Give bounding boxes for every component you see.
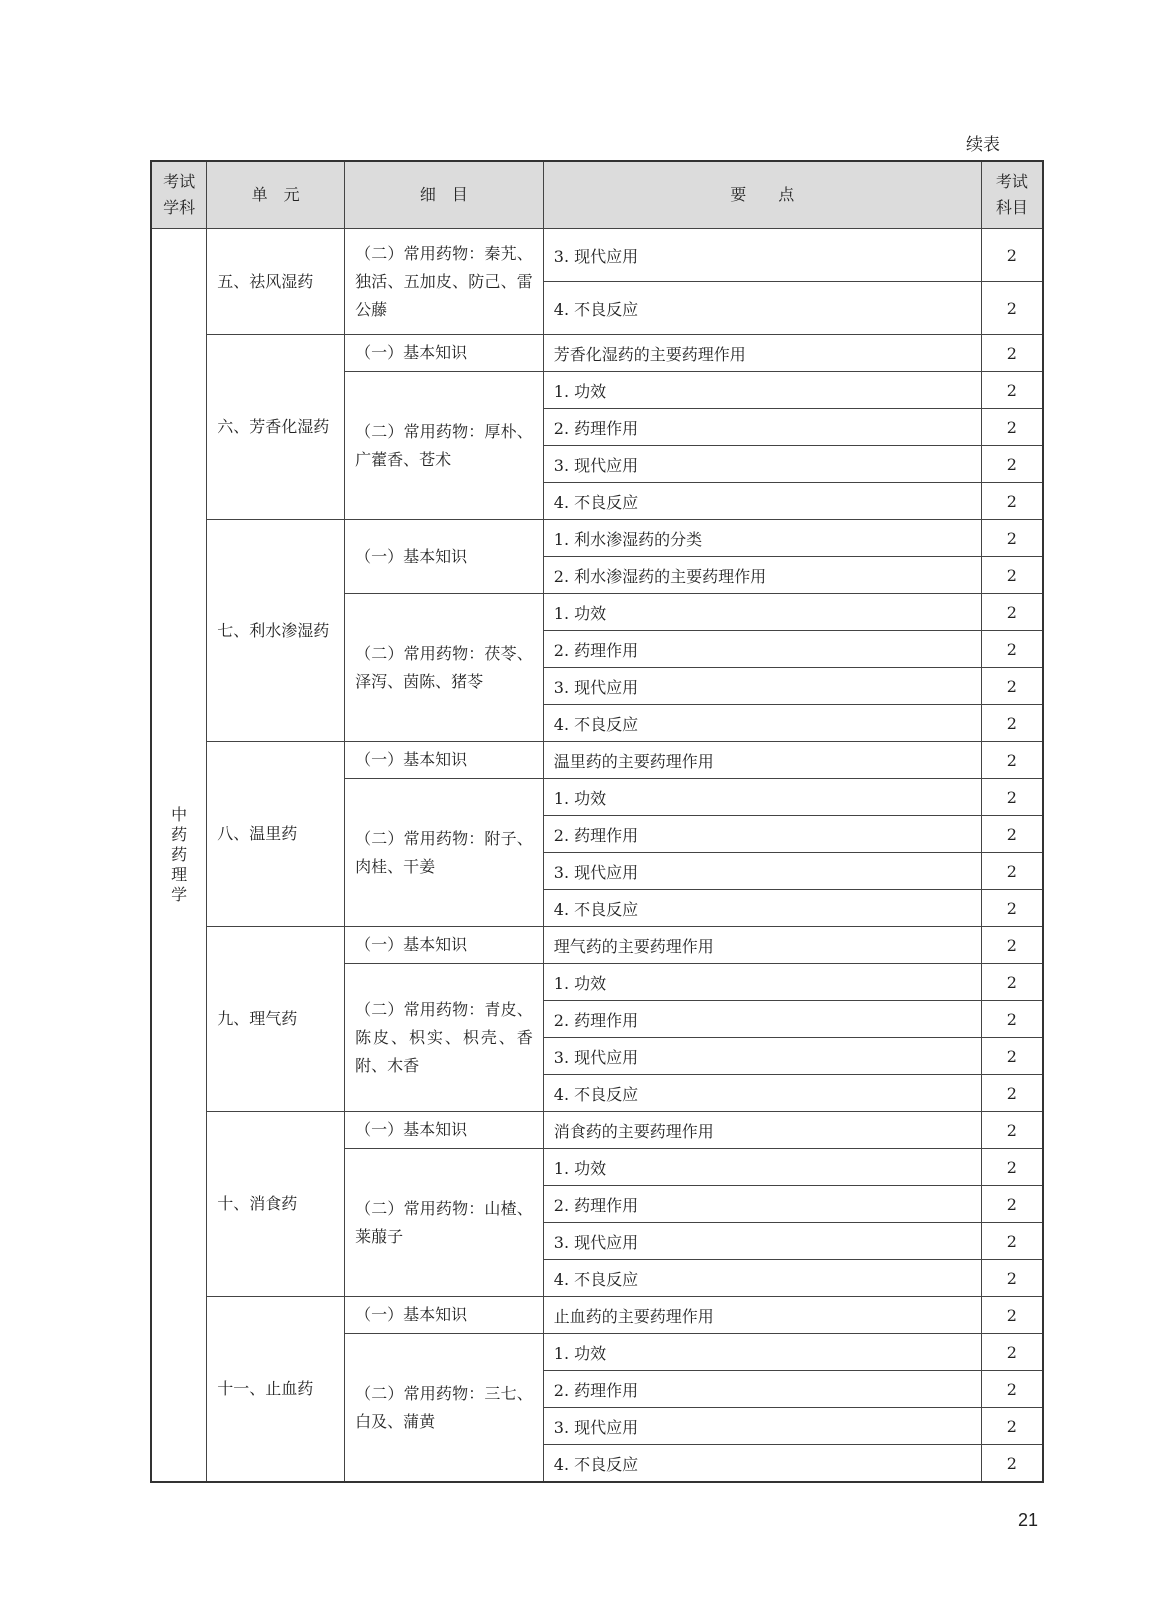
point-cell: 1. 功效 <box>543 964 981 1001</box>
point-cell: 1. 功效 <box>543 594 981 631</box>
point-cell: 4. 不良反应 <box>543 282 981 335</box>
point-cell: 4. 不良反应 <box>543 483 981 520</box>
point-cell: 3. 现代应用 <box>543 668 981 705</box>
item-cell: （一）基本知识 <box>345 927 544 964</box>
score-cell: 2 <box>981 520 1043 557</box>
table-row <box>151 229 1043 282</box>
subject-cell <box>151 229 207 1483</box>
point-cell: 2. 药理作用 <box>543 1186 981 1223</box>
table-row <box>151 1112 1043 1149</box>
score-cell: 2 <box>981 1297 1043 1334</box>
score-cell: 2 <box>981 927 1043 964</box>
point-cell: 2. 药理作用 <box>543 631 981 668</box>
point-cell: 芳香化湿药的主要药理作用 <box>543 335 981 372</box>
item-cell: （一）基本知识 <box>345 1112 544 1149</box>
unit-cell: 十一、止血药 <box>207 1297 345 1483</box>
item-cell: （二）常用药物：附子、肉桂、干姜 <box>345 779 544 927</box>
point-cell: 4. 不良反应 <box>543 705 981 742</box>
point-cell: 3. 现代应用 <box>543 1223 981 1260</box>
continued-table-label: 续表 <box>966 135 1000 155</box>
header-score: 考试科目 <box>981 161 1043 229</box>
unit-cell: 五、祛风湿药 <box>207 229 345 335</box>
point-cell: 2. 药理作用 <box>543 1001 981 1038</box>
point-cell: 2. 利水渗湿药的主要药理作用 <box>543 557 981 594</box>
point-cell: 1. 功效 <box>543 1149 981 1186</box>
score-cell: 2 <box>981 1075 1043 1112</box>
score-cell: 2 <box>981 409 1043 446</box>
score-cell: 2 <box>981 1186 1043 1223</box>
item-cell: （二）常用药物：山楂、莱菔子 <box>345 1149 544 1297</box>
point-cell: 4. 不良反应 <box>543 1445 981 1483</box>
score-cell: 2 <box>981 816 1043 853</box>
header-subject: 考试学科 <box>151 161 207 229</box>
item-cell: （二）常用药物：秦艽、独活、五加皮、防己、雷公藤 <box>345 229 544 335</box>
item-cell: （二）常用药物：青皮、陈皮、枳实、枳壳、香附、木香 <box>345 964 544 1112</box>
point-cell: 3. 现代应用 <box>543 853 981 890</box>
item-cell: （二）常用药物：三七、白及、蒲黄 <box>345 1334 544 1483</box>
point-cell: 止血药的主要药理作用 <box>543 1297 981 1334</box>
item-cell: （一）基本知识 <box>345 742 544 779</box>
score-cell: 2 <box>981 890 1043 927</box>
score-cell: 2 <box>981 446 1043 483</box>
unit-cell: 九、理气药 <box>207 927 345 1112</box>
point-cell: 2. 药理作用 <box>543 816 981 853</box>
subject-label: 中药药理学 <box>171 805 188 904</box>
header-point: 要 点 <box>543 161 981 229</box>
score-cell: 2 <box>981 1038 1043 1075</box>
point-cell: 4. 不良反应 <box>543 890 981 927</box>
point-cell: 3. 现代应用 <box>543 1038 981 1075</box>
score-cell: 2 <box>981 705 1043 742</box>
score-cell: 2 <box>981 282 1043 335</box>
point-cell: 4. 不良反应 <box>543 1075 981 1112</box>
score-cell: 2 <box>981 1408 1043 1445</box>
unit-cell: 七、利水渗湿药 <box>207 520 345 742</box>
page-number: 21 <box>1018 1510 1039 1530</box>
score-cell: 2 <box>981 1445 1043 1483</box>
score-cell: 2 <box>981 853 1043 890</box>
item-cell: （一）基本知识 <box>345 335 544 372</box>
table-row <box>151 335 1043 372</box>
score-cell: 2 <box>981 1149 1043 1186</box>
table-row <box>151 1297 1043 1334</box>
point-cell: 1. 功效 <box>543 779 981 816</box>
point-cell: 2. 药理作用 <box>543 1371 981 1408</box>
score-cell: 2 <box>981 1001 1043 1038</box>
score-cell: 2 <box>981 557 1043 594</box>
score-cell: 2 <box>981 1334 1043 1371</box>
point-cell: 1. 功效 <box>543 372 981 409</box>
point-cell: 1. 利水渗湿药的分类 <box>543 520 981 557</box>
point-cell: 3. 现代应用 <box>543 446 981 483</box>
point-cell: 理气药的主要药理作用 <box>543 927 981 964</box>
unit-cell: 八、温里药 <box>207 742 345 927</box>
score-cell: 2 <box>981 483 1043 520</box>
header-unit: 单 元 <box>207 161 345 229</box>
item-cell: （二）常用药物：厚朴、广藿香、苍术 <box>345 372 544 520</box>
score-cell: 2 <box>981 229 1043 282</box>
point-cell: 消食药的主要药理作用 <box>543 1112 981 1149</box>
unit-cell: 十、消食药 <box>207 1112 345 1297</box>
score-cell: 2 <box>981 1260 1043 1297</box>
header-item: 细 目 <box>345 161 544 229</box>
point-cell: 1. 功效 <box>543 1334 981 1371</box>
point-cell: 2. 药理作用 <box>543 409 981 446</box>
score-cell: 2 <box>981 1112 1043 1149</box>
table-row <box>151 520 1043 557</box>
syllabus-table <box>150 160 1044 1483</box>
item-cell: （一）基本知识 <box>345 1297 544 1334</box>
item-cell: （二）常用药物：茯苓、泽泻、茵陈、猪苓 <box>345 594 544 742</box>
unit-cell: 六、芳香化湿药 <box>207 335 345 520</box>
table-row <box>151 927 1043 964</box>
score-cell: 2 <box>981 594 1043 631</box>
score-cell: 2 <box>981 779 1043 816</box>
item-cell: （一）基本知识 <box>345 520 544 594</box>
table-header-row <box>151 161 1043 229</box>
table-row <box>151 742 1043 779</box>
score-cell: 2 <box>981 964 1043 1001</box>
score-cell: 2 <box>981 742 1043 779</box>
point-cell: 温里药的主要药理作用 <box>543 742 981 779</box>
score-cell: 2 <box>981 1223 1043 1260</box>
score-cell: 2 <box>981 335 1043 372</box>
point-cell: 4. 不良反应 <box>543 1260 981 1297</box>
point-cell: 3. 现代应用 <box>543 229 981 282</box>
score-cell: 2 <box>981 668 1043 705</box>
table-body <box>151 229 1043 1483</box>
point-cell: 3. 现代应用 <box>543 1408 981 1445</box>
score-cell: 2 <box>981 631 1043 668</box>
score-cell: 2 <box>981 372 1043 409</box>
score-cell: 2 <box>981 1371 1043 1408</box>
